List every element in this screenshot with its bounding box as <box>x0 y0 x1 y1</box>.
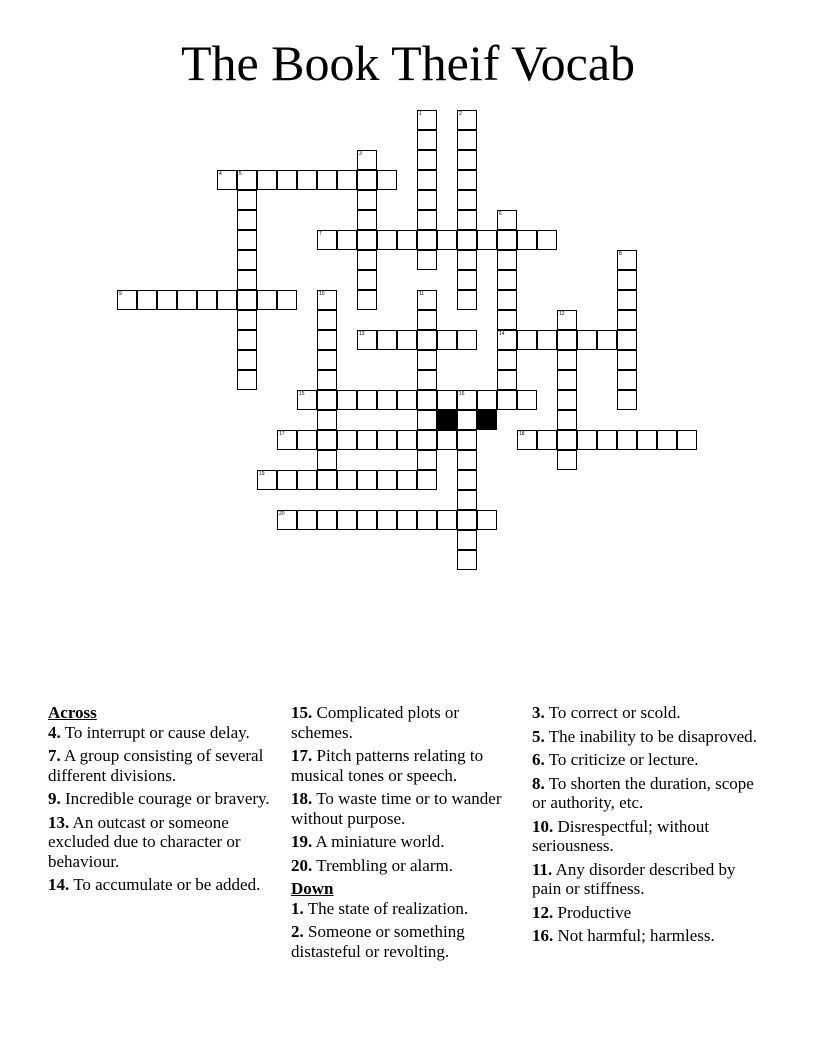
grid-cell[interactable] <box>357 190 377 210</box>
grid-cell[interactable] <box>357 470 377 490</box>
clue-number: 13. <box>48 812 70 832</box>
grid-cell[interactable] <box>237 230 257 250</box>
grid-cell[interactable] <box>397 470 417 490</box>
clue-text: To criticize or lecture. <box>544 750 699 769</box>
grid-cell[interactable] <box>437 390 457 410</box>
blocked-cell <box>437 410 457 430</box>
grid-cell[interactable] <box>417 370 437 390</box>
grid-cell[interactable] <box>557 350 577 370</box>
grid-cell[interactable] <box>497 310 517 330</box>
clue-number: 9. <box>48 789 61 808</box>
grid-cell[interactable] <box>137 290 157 310</box>
grid-cell[interactable] <box>317 310 337 330</box>
clues-column-3 <box>532 703 762 950</box>
grid-cell[interactable] <box>317 170 337 190</box>
grid-cell[interactable] <box>457 150 477 170</box>
clue-item <box>532 817 762 856</box>
grid-cell[interactable] <box>437 230 457 250</box>
clue-item <box>532 774 762 813</box>
grid-cell[interactable] <box>337 510 357 530</box>
clue-item <box>291 899 516 919</box>
grid-cell[interactable] <box>237 170 257 190</box>
clue-number: 8. <box>532 773 545 793</box>
down-heading: Down <box>291 879 334 898</box>
grid-cell[interactable] <box>417 150 437 170</box>
grid-cell[interactable] <box>457 290 477 310</box>
clue-text: A group consisting of several different divisions. <box>48 746 264 785</box>
grid-cell[interactable] <box>377 230 397 250</box>
grid-cell[interactable] <box>357 170 377 190</box>
clue-item <box>48 746 278 785</box>
grid-cell[interactable] <box>457 390 477 410</box>
grid-cell[interactable] <box>317 350 337 370</box>
clue-number: 15. <box>291 703 313 722</box>
clue-number: 18 <box>519 431 525 437</box>
grid-cell[interactable] <box>457 330 477 350</box>
grid-cell[interactable] <box>297 510 317 530</box>
grid-cell[interactable] <box>497 210 517 230</box>
grid-cell[interactable] <box>117 290 137 310</box>
grid-cell[interactable] <box>237 330 257 350</box>
grid-cell[interactable] <box>357 250 377 270</box>
grid-cell[interactable] <box>457 170 477 190</box>
grid-cell[interactable] <box>257 290 277 310</box>
clue-text: Disrespectful; without seriousness. <box>532 816 710 855</box>
clue-text: To shorten the duration, scope or authority, etc. <box>532 773 754 812</box>
grid-cell[interactable] <box>417 190 437 210</box>
grid-cell[interactable] <box>417 450 437 470</box>
clue-number: 2 <box>459 111 462 117</box>
grid-cell[interactable] <box>357 430 377 450</box>
grid-cell[interactable] <box>397 230 417 250</box>
grid-cell[interactable] <box>297 470 317 490</box>
grid-cell[interactable] <box>417 350 437 370</box>
grid-cell[interactable] <box>497 330 517 350</box>
grid-cell[interactable] <box>377 430 397 450</box>
grid-cell[interactable] <box>217 290 237 310</box>
clue-item <box>532 903 762 923</box>
grid-cell[interactable] <box>417 130 437 150</box>
grid-cell[interactable] <box>337 470 357 490</box>
grid-cell[interactable] <box>617 370 637 390</box>
grid-cell[interactable] <box>277 510 297 530</box>
clue-text: Any disorder described by pain or stiffness. <box>532 859 736 898</box>
clue-number: 5. <box>532 726 545 746</box>
grid-cell[interactable] <box>417 170 437 190</box>
clue-number: 18. <box>291 789 313 808</box>
grid-cell[interactable] <box>217 170 237 190</box>
grid-cell[interactable] <box>497 370 517 390</box>
clue-item <box>48 813 278 872</box>
clue-number: 13 <box>359 331 365 337</box>
grid-cell[interactable] <box>417 230 437 250</box>
grid-cell[interactable] <box>317 390 337 410</box>
clue-number: 19. <box>291 832 313 851</box>
clue-text: Someone or something distasteful or revolting. <box>291 922 465 961</box>
grid-cell[interactable] <box>457 530 477 550</box>
grid-cell[interactable] <box>457 510 477 530</box>
grid-cell[interactable] <box>457 270 477 290</box>
grid-cell[interactable] <box>657 430 677 450</box>
grid-cell[interactable] <box>317 450 337 470</box>
grid-cell[interactable] <box>277 290 297 310</box>
grid-cell[interactable] <box>477 390 497 410</box>
clue-number: 12. <box>532 902 554 922</box>
clue-number: 7 <box>319 231 322 237</box>
grid-cell[interactable] <box>337 390 357 410</box>
clue-item <box>48 723 278 743</box>
grid-cell[interactable] <box>377 170 397 190</box>
clue-text: A miniature world. <box>312 832 445 851</box>
grid-cell[interactable] <box>457 250 477 270</box>
grid-cell[interactable] <box>397 330 417 350</box>
grid-cell[interactable] <box>517 330 537 350</box>
grid-cell[interactable] <box>437 510 457 530</box>
grid-cell[interactable] <box>397 510 417 530</box>
clue-number: 5 <box>239 171 242 177</box>
grid-cell[interactable] <box>297 430 317 450</box>
grid-cell[interactable] <box>317 470 337 490</box>
grid-cell[interactable] <box>237 290 257 310</box>
grid-cell[interactable] <box>317 370 337 390</box>
grid-cell[interactable] <box>457 470 477 490</box>
grid-cell[interactable] <box>237 210 257 230</box>
clue-text: Complicated plots or schemes. <box>291 703 460 742</box>
across-clue-list <box>48 723 278 895</box>
grid-cell[interactable] <box>557 430 577 450</box>
clue-number: 14. <box>48 875 70 894</box>
grid-cell[interactable] <box>417 290 437 310</box>
grid-cell[interactable] <box>497 350 517 370</box>
clue-item <box>291 703 516 742</box>
clue-text: Incredible courage or bravery. <box>60 789 270 808</box>
clue-text: Pitch patterns relating to musical tones or speech. <box>291 746 484 785</box>
clue-number: 10 <box>319 291 325 297</box>
grid-cell[interactable] <box>457 110 477 130</box>
grid-cell[interactable] <box>457 430 477 450</box>
clue-number: 10. <box>532 816 554 836</box>
clue-item <box>291 856 516 876</box>
grid-cell[interactable] <box>677 430 697 450</box>
grid-cell[interactable] <box>617 350 637 370</box>
grid-cell[interactable] <box>157 290 177 310</box>
grid-cell[interactable] <box>597 430 617 450</box>
grid-cell[interactable] <box>457 450 477 470</box>
grid-cell[interactable] <box>377 390 397 410</box>
grid-cell[interactable] <box>457 410 477 430</box>
grid-cell[interactable] <box>357 150 377 170</box>
grid-cell[interactable] <box>597 330 617 350</box>
grid-cell[interactable] <box>617 290 637 310</box>
down-clue-list <box>291 899 516 962</box>
grid-cell[interactable] <box>417 410 437 430</box>
grid-cell[interactable] <box>337 230 357 250</box>
grid-cell[interactable] <box>617 270 637 290</box>
grid-cell[interactable] <box>317 410 337 430</box>
clue-number: 15 <box>299 391 305 397</box>
grid-cell[interactable] <box>357 330 377 350</box>
across-heading: Across <box>48 703 97 722</box>
clue-number: 19 <box>259 471 265 477</box>
clue-number: 11 <box>419 291 425 297</box>
clue-number: 11. <box>532 859 553 879</box>
clue-text: Trembling or alarm. <box>312 855 453 875</box>
grid-cell[interactable] <box>557 330 577 350</box>
clue-text: To waste time or to wander without purpose. <box>291 789 502 828</box>
clue-number: 3. <box>532 703 545 722</box>
grid-cell[interactable] <box>257 170 277 190</box>
blocked-cell <box>477 410 497 430</box>
grid-cell[interactable] <box>537 430 557 450</box>
grid-cell[interactable] <box>417 470 437 490</box>
clue-item <box>532 727 762 747</box>
grid-cell[interactable] <box>257 470 277 490</box>
grid-cell[interactable] <box>457 130 477 150</box>
grid-cell[interactable] <box>537 230 557 250</box>
grid-cell[interactable] <box>357 510 377 530</box>
grid-cell[interactable] <box>537 330 557 350</box>
clue-number: 6. <box>532 750 545 769</box>
grid-cell[interactable] <box>417 310 437 330</box>
grid-cell[interactable] <box>457 210 477 230</box>
clues-column-1 <box>48 703 278 899</box>
clue-number: 1 <box>419 111 422 117</box>
grid-cell[interactable] <box>297 170 317 190</box>
grid-cell[interactable] <box>437 330 457 350</box>
grid-cell[interactable] <box>637 430 657 450</box>
grid-cell[interactable] <box>617 390 637 410</box>
grid-cell[interactable] <box>297 390 317 410</box>
grid-cell[interactable] <box>237 250 257 270</box>
clue-number: 20. <box>291 855 313 875</box>
grid-cell[interactable] <box>317 330 337 350</box>
clue-item <box>532 703 762 723</box>
grid-cell[interactable] <box>337 170 357 190</box>
clue-text: To correct or scold. <box>544 703 681 722</box>
grid-cell[interactable] <box>417 110 437 130</box>
grid-cell[interactable] <box>497 390 517 410</box>
clue-number: 2. <box>291 922 304 941</box>
grid-cell[interactable] <box>417 430 437 450</box>
grid-cell[interactable] <box>357 290 377 310</box>
page-title: The Book Theif Vocab <box>180 35 636 91</box>
clue-item <box>532 750 762 770</box>
clue-item <box>48 875 278 895</box>
grid-cell[interactable] <box>477 510 497 530</box>
clue-number: 4. <box>48 722 61 742</box>
grid-cell[interactable] <box>417 510 437 530</box>
grid-cell[interactable] <box>277 430 297 450</box>
grid-cell[interactable] <box>557 370 577 390</box>
grid-cell[interactable] <box>317 510 337 530</box>
grid-cell[interactable] <box>417 250 437 270</box>
clue-text: The state of realization. <box>303 898 469 918</box>
grid-cell[interactable] <box>237 350 257 370</box>
clue-text: An outcast or someone excluded due to character or behaviour. <box>48 812 241 871</box>
grid-cell[interactable] <box>417 330 437 350</box>
grid-cell[interactable] <box>197 290 217 310</box>
grid-cell[interactable] <box>377 510 397 530</box>
grid-cell[interactable] <box>437 430 457 450</box>
grid-cell[interactable] <box>397 430 417 450</box>
clue-number: 12 <box>559 311 565 317</box>
across-clue-list-continued <box>291 703 516 875</box>
clue-text: Productive <box>553 902 632 922</box>
grid-cell[interactable] <box>557 450 577 470</box>
grid-cell[interactable] <box>357 210 377 230</box>
clue-item <box>291 922 516 961</box>
grid-cell[interactable] <box>377 470 397 490</box>
grid-cell[interactable] <box>497 230 517 250</box>
clue-item <box>532 860 762 899</box>
clue-number: 4 <box>219 171 222 177</box>
grid-cell[interactable] <box>577 330 597 350</box>
clues-column-2 <box>291 703 516 965</box>
grid-cell[interactable] <box>237 310 257 330</box>
grid-cell[interactable] <box>617 430 637 450</box>
clue-number: 6 <box>499 211 502 217</box>
clue-text: To accumulate or be added. <box>69 875 261 894</box>
grid-cell[interactable] <box>417 390 437 410</box>
grid-cell[interactable] <box>557 390 577 410</box>
clue-number: 16. <box>532 926 554 945</box>
grid-cell[interactable] <box>277 470 297 490</box>
clue-number: 16 <box>459 391 465 397</box>
grid-cell[interactable] <box>357 390 377 410</box>
grid-cell[interactable] <box>557 410 577 430</box>
clue-text: To interrupt or cause delay. <box>60 722 250 742</box>
grid-cell[interactable] <box>517 430 537 450</box>
clue-item <box>291 832 516 852</box>
clue-text: The inability to be disaproved. <box>544 726 757 746</box>
grid-cell[interactable] <box>577 430 597 450</box>
grid-cell[interactable] <box>497 290 517 310</box>
grid-cell[interactable] <box>617 250 637 270</box>
clue-number: 17 <box>279 431 285 437</box>
clue-item <box>291 789 516 828</box>
grid-cell[interactable] <box>237 190 257 210</box>
grid-cell[interactable] <box>617 330 637 350</box>
grid-cell[interactable] <box>557 310 577 330</box>
clue-number: 14 <box>499 331 505 337</box>
grid-cell[interactable] <box>457 550 477 570</box>
grid-cell[interactable] <box>357 230 377 250</box>
clue-number: 20 <box>279 511 285 517</box>
grid-cell[interactable] <box>317 230 337 250</box>
clue-item <box>291 746 516 785</box>
grid-cell[interactable] <box>377 330 397 350</box>
grid-cell[interactable] <box>517 390 537 410</box>
clue-number: 8 <box>619 251 622 257</box>
grid-cell[interactable] <box>517 230 537 250</box>
clue-item <box>48 789 278 809</box>
clue-number: 7. <box>48 746 61 765</box>
grid-cell[interactable] <box>237 270 257 290</box>
grid-cell[interactable] <box>417 210 437 230</box>
grid-cell[interactable] <box>617 310 637 330</box>
grid-cell[interactable] <box>457 230 477 250</box>
clue-item <box>532 926 762 946</box>
grid-cell[interactable] <box>277 170 297 190</box>
clue-number: 9 <box>119 291 122 297</box>
grid-cell[interactable] <box>357 270 377 290</box>
down-clue-list-continued <box>532 703 762 946</box>
clue-number: 17. <box>291 746 313 765</box>
grid-cell[interactable] <box>317 290 337 310</box>
grid-cell[interactable] <box>477 230 497 250</box>
grid-cell[interactable] <box>497 250 517 270</box>
grid-cell[interactable] <box>497 270 517 290</box>
clue-number: 3 <box>359 151 362 157</box>
grid-cell[interactable] <box>177 290 197 310</box>
clue-text: Not harmful; harmless. <box>553 926 715 945</box>
clue-number: 1. <box>291 898 304 918</box>
grid-cell[interactable] <box>397 390 417 410</box>
grid-cell[interactable] <box>337 430 357 450</box>
grid-cell[interactable] <box>457 490 477 510</box>
grid-cell[interactable] <box>237 370 257 390</box>
grid-cell[interactable] <box>457 190 477 210</box>
grid-cell[interactable] <box>317 430 337 450</box>
